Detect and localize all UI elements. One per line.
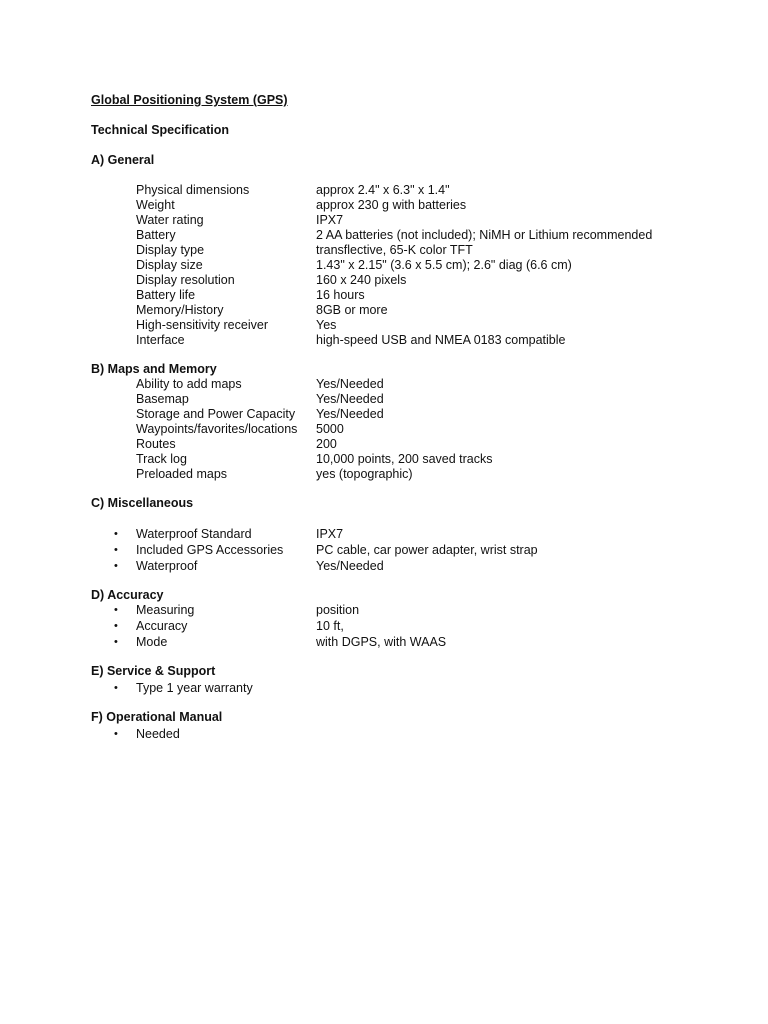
spec-value: approx 2.4" x 6.3" x 1.4"	[316, 183, 450, 197]
spec-list-general	[0, 183, 768, 348]
bullet-row	[0, 559, 768, 575]
spec-row	[0, 258, 768, 273]
spec-row	[0, 377, 768, 392]
spec-value: yes (topographic)	[316, 467, 413, 481]
spec-label: Mode	[136, 635, 168, 649]
spec-label: Storage and Power Capacity	[136, 407, 296, 421]
spec-label: Memory/History	[136, 303, 224, 317]
spec-row	[0, 467, 768, 482]
spec-label: Routes	[136, 437, 176, 451]
spec-list-operational-manual	[0, 727, 768, 743]
spec-label: Preloaded maps	[136, 467, 228, 481]
spec-row	[0, 407, 768, 422]
spec-row	[0, 183, 768, 198]
spec-row	[0, 228, 768, 243]
bullet-row	[0, 619, 768, 635]
spec-row	[0, 213, 768, 228]
bullet-icon: •	[114, 636, 118, 648]
spec-value: 160 x 240 pixels	[316, 273, 407, 287]
spec-value: 2 AA batteries (not included); NiMH or Lithium recommended	[316, 228, 653, 242]
spec-label: Waterproof	[136, 559, 198, 573]
spec-value: Yes/Needed	[316, 377, 384, 391]
spec-value: with DGPS, with WAAS	[316, 635, 447, 649]
spec-list-service-support	[0, 681, 768, 697]
spec-value: high-speed USB and NMEA 0183 compatible	[316, 333, 566, 347]
bullet-icon: •	[114, 528, 118, 540]
spec-value: position	[316, 603, 360, 617]
spec-label: Battery life	[136, 288, 196, 302]
spec-list-accuracy	[0, 603, 768, 651]
bullet-icon: •	[114, 620, 118, 632]
spec-value: IPX7	[316, 213, 344, 227]
section-heading-service-support: E) Service & Support	[91, 664, 216, 678]
spec-label: Display resolution	[136, 273, 235, 287]
bullet-icon: •	[114, 728, 118, 740]
spec-label: Included GPS Accessories	[136, 543, 284, 557]
spec-value: Yes/Needed	[316, 407, 384, 421]
spec-value: 10,000 points, 200 saved tracks	[316, 452, 493, 466]
bullet-icon: •	[114, 682, 118, 694]
bullet-row	[0, 681, 768, 697]
spec-label: Type 1 year warranty	[136, 681, 253, 695]
spec-label: Needed	[136, 727, 180, 741]
spec-value: PC cable, car power adapter, wrist strap	[316, 543, 538, 557]
spec-value: transflective, 65-K color TFT	[316, 243, 473, 257]
spec-row	[0, 452, 768, 467]
spec-value: Yes/Needed	[316, 559, 384, 573]
spec-value: IPX7	[316, 527, 344, 541]
section-heading-miscellaneous: C) Miscellaneous	[91, 496, 194, 510]
spec-label: High-sensitivity receiver	[136, 318, 268, 332]
bullet-row	[0, 635, 768, 651]
spec-value: 5000	[316, 422, 344, 436]
section-heading-general: A) General	[91, 153, 155, 167]
spec-list-maps-memory	[0, 377, 768, 482]
spec-value: 10 ft,	[316, 619, 344, 633]
section-heading-accuracy: D) Accuracy	[91, 588, 164, 602]
spec-row	[0, 422, 768, 437]
spec-label: Waypoints/favorites/locations	[136, 422, 298, 436]
bullet-row	[0, 527, 768, 543]
spec-row	[0, 243, 768, 258]
spec-label: Physical dimensions	[136, 183, 250, 197]
bullet-icon: •	[114, 544, 118, 556]
spec-row	[0, 288, 768, 303]
spec-row	[0, 437, 768, 452]
spec-label: Weight	[136, 198, 175, 212]
bullet-row	[0, 727, 768, 743]
spec-label: Water rating	[136, 213, 204, 227]
section-heading-operational-manual: F) Operational Manual	[91, 710, 223, 724]
spec-label: Measuring	[136, 603, 195, 617]
spec-value: Yes	[316, 318, 337, 332]
spec-row	[0, 333, 768, 348]
spec-value: 8GB or more	[316, 303, 388, 317]
spec-row	[0, 303, 768, 318]
section-heading-maps-memory: B) Maps and Memory	[91, 362, 217, 376]
spec-label: Display type	[136, 243, 205, 257]
spec-row	[0, 318, 768, 333]
spec-label: Basemap	[136, 392, 189, 406]
bullet-icon: •	[114, 560, 118, 572]
document-subtitle: Technical Specification	[91, 123, 230, 137]
document-title: Global Positioning System (GPS)	[91, 93, 288, 107]
spec-value: Yes/Needed	[316, 392, 384, 406]
spec-label: Track log	[136, 452, 187, 466]
spec-list-miscellaneous	[0, 527, 768, 575]
bullet-row	[0, 543, 768, 559]
spec-label: Accuracy	[136, 619, 188, 633]
spec-row	[0, 273, 768, 288]
spec-row	[0, 392, 768, 407]
spec-label: Interface	[136, 333, 185, 347]
spec-value: 16 hours	[316, 288, 365, 302]
spec-value: 1.43" x 2.15" (3.6 x 5.5 cm); 2.6" diag (6.6 cm)	[316, 258, 572, 272]
bullet-icon: •	[114, 604, 118, 616]
spec-value: 200	[316, 437, 337, 451]
spec-row	[0, 198, 768, 213]
bullet-row	[0, 603, 768, 619]
spec-label: Display size	[136, 258, 203, 272]
spec-value: approx 230 g with batteries	[316, 198, 467, 212]
spec-label: Waterproof Standard	[136, 527, 252, 541]
spec-label: Ability to add maps	[136, 377, 242, 391]
spec-label: Battery	[136, 228, 176, 242]
